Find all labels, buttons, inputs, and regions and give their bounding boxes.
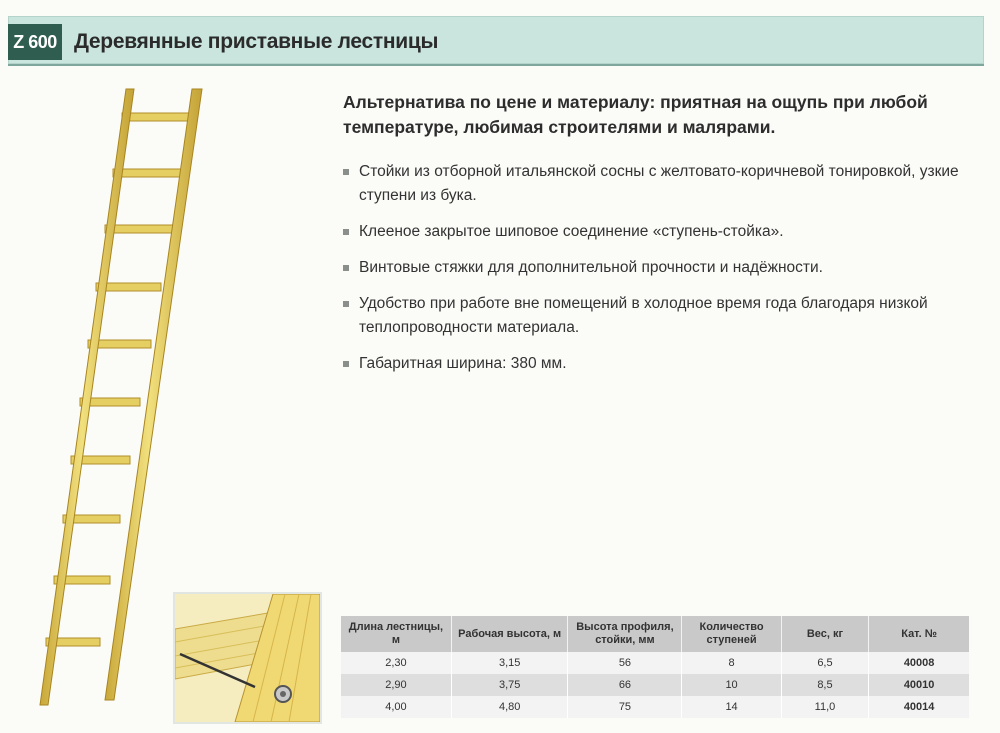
page-title: Деревянные приставные лестницы [74, 30, 439, 53]
joint-closeup-photo [173, 592, 322, 724]
table-cell: 4,80 [451, 696, 568, 718]
table-cell: 3,75 [451, 674, 568, 696]
bullet-icon [343, 169, 349, 175]
table-cell: 2,90 [341, 674, 451, 696]
table-row [341, 696, 969, 718]
bullet-icon [343, 361, 349, 367]
list-item: Стойки из отборной итальянской сосны с желтовато-коричневой тонировкой, узкие ступени из бука. [343, 160, 973, 208]
product-code-badge: Z 600 [8, 24, 62, 60]
list-item: Винтовые стяжки для дополнительной прочности и надёжности. [343, 256, 973, 280]
table-cell: 3,15 [451, 652, 568, 674]
table-cell: 11,0 [781, 696, 869, 718]
table-cell: 56 [568, 652, 682, 674]
column-header: Рабочая высота, м [451, 616, 568, 652]
table-row [341, 674, 969, 696]
table-cell: 6,5 [781, 652, 869, 674]
column-header: Длина лестницы, м [341, 616, 451, 652]
list-item: Габаритная ширина: 380 мм. [343, 352, 973, 376]
table-cell: 4,00 [341, 696, 451, 718]
lead-paragraph: Альтернатива по цене и материалу: приятная на ощупь при любой температуре, любимая строителями и малярами. [343, 92, 928, 137]
column-header: Кат. № [869, 616, 969, 652]
column-header: Высота профиля, стойки, мм [568, 616, 682, 652]
list-item: Клееное закрытое шиповое соединение «ступень-стойка». [343, 220, 973, 244]
table-cell: 2,30 [341, 652, 451, 674]
column-header: Количество ступеней [682, 616, 781, 652]
table-cell: 10 [682, 674, 781, 696]
table-cell: 75 [568, 696, 682, 718]
table-cell: 40014 [869, 696, 969, 718]
feature-list [343, 160, 973, 388]
table-cell: 8 [682, 652, 781, 674]
table-header-row [341, 616, 969, 652]
bullet-icon [343, 229, 349, 235]
bullet-icon [343, 265, 349, 271]
column-header: Вес, кг [781, 616, 869, 652]
table-cell: 66 [568, 674, 682, 696]
list-item: Удобство при работе вне помещений в холодное время года благодаря низкой теплопроводности материала. [343, 292, 973, 340]
table-cell: 8,5 [781, 674, 869, 696]
table-cell: 14 [682, 696, 781, 718]
bullet-icon [343, 301, 349, 307]
table-cell: 40008 [869, 652, 969, 674]
table-cell: 40010 [869, 674, 969, 696]
table-row [341, 652, 969, 674]
spec-table [341, 616, 969, 718]
